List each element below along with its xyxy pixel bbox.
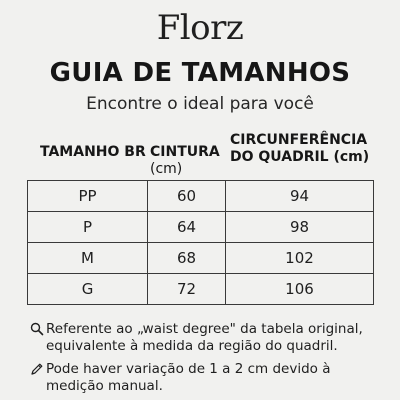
size-cell: P	[28, 212, 148, 243]
size-cell: M	[28, 243, 148, 274]
hip-cell: 98	[226, 212, 374, 243]
search-icon	[30, 322, 44, 336]
waist-header-label: CINTURA	[150, 144, 220, 160]
waist-cell: 64	[148, 212, 226, 243]
waist-cell: 68	[148, 243, 226, 274]
table-row	[28, 274, 374, 305]
waist-header-unit: (cm)	[150, 160, 183, 177]
page-title: GUIA DE TAMANHOS	[49, 58, 351, 88]
pencil-icon	[30, 362, 44, 376]
table-row	[28, 243, 374, 274]
note-reference-text: Referente ao „waist degree" da tabela original, equivalente à medida da região do quadril.	[46, 321, 363, 355]
hip-header-line-1: CIRCUNFERÊNCIA	[230, 132, 368, 148]
page-subtitle: Encontre o ideal para você	[86, 94, 314, 114]
hip-cell: 94	[226, 181, 374, 212]
table-row	[28, 181, 374, 212]
size-cell: G	[28, 274, 148, 305]
hip-cell: 102	[226, 243, 374, 274]
note-reference	[30, 321, 375, 356]
note-variation-text: Pode haver variação de 1 a 2 cm devido à medição manual.	[46, 361, 331, 395]
note-variation	[30, 361, 375, 396]
hip-header-line-2: DO QUADRIL (cm)	[230, 148, 370, 165]
hip-column-header	[230, 132, 400, 166]
waist-cell: 60	[148, 181, 226, 212]
size-cell: PP	[28, 181, 148, 212]
waist-cell: 72	[148, 274, 226, 305]
size-column-header	[40, 144, 150, 161]
brand-logo: Florz	[156, 8, 244, 48]
table-row	[28, 212, 374, 243]
size-table	[27, 180, 374, 305]
size-header-label: TAMANHO BR	[40, 144, 146, 160]
hip-cell: 106	[226, 274, 374, 305]
